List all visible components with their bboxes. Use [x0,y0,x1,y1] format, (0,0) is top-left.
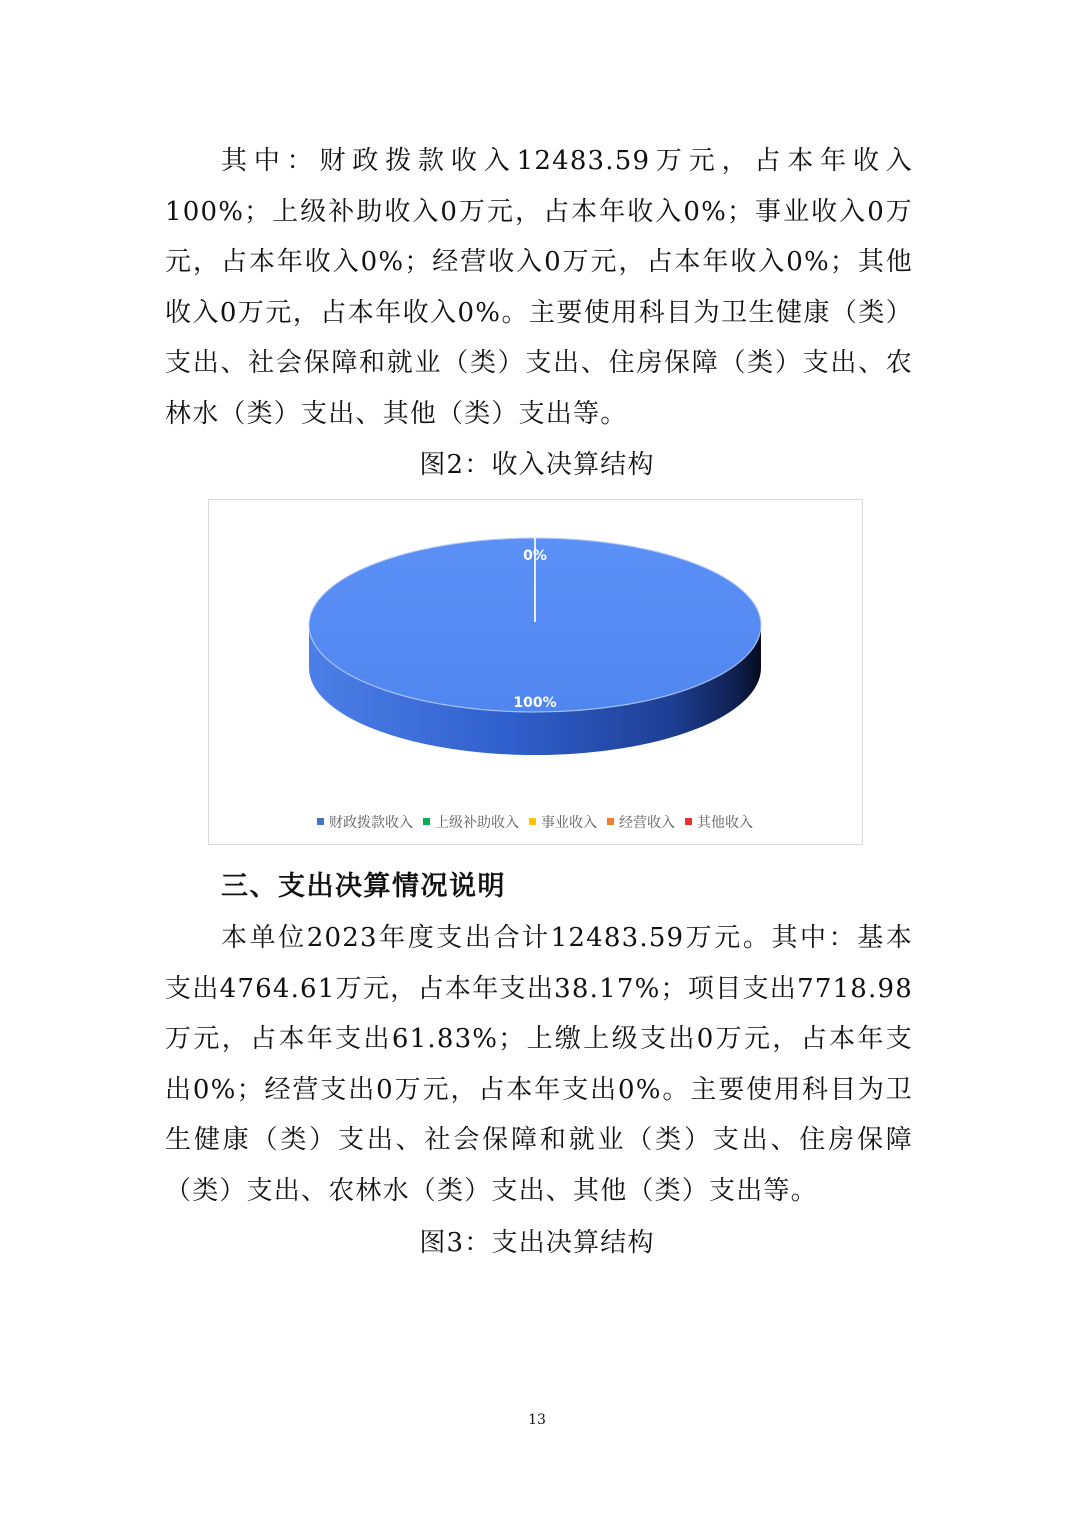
legend-label: 经营收入 [619,815,675,831]
legend-label: 事业收入 [541,815,597,831]
legend-swatch [317,818,324,825]
figure-3-caption: 图3：支出决算结构 [419,1228,655,1258]
data-label-财政拨款收入: 100% [513,695,557,711]
legend-swatch [607,818,614,825]
legend-label: 财政拨款收入 [329,815,413,831]
expenditure-paragraph: 本单位2023年度支出合计12483.59万元。其中：基本支出4764.61万元，占本年支出38.17%；项目支出7718.98万元，占本年支出61.83%；上缴上级支出0万元，占本年支出0%；经营支出0万元，占本年支出0%。主要使用科目为卫生健康（类）支出、社会保障和就业（类）支出、住房保障（类）支出、农林水（类）支出、其他（类）支出等。 [165,923,913,1206]
legend-item [607,812,675,832]
page-number: 13 [528,1412,546,1428]
legend-item [685,812,753,832]
legend-item [529,812,597,832]
pie-chart-svg [209,500,861,843]
section-heading: 三、支出决算情况说明 [221,871,506,902]
legend-swatch [423,818,430,825]
legend-swatch [529,818,536,825]
legend-label: 其他收入 [697,815,753,831]
legend-item [423,812,519,832]
income-structure-chart [208,499,863,845]
legend-swatch [685,818,692,825]
data-label-zero-slices: 0% [523,548,547,564]
chart-legend [209,812,861,832]
legend-label: 上级补助收入 [435,815,519,831]
figure-2-caption: 图2：收入决算结构 [419,450,655,480]
income-paragraph: 其中：财政拨款收入12483.59万元，占本年收入100%；上级补助收入0万元，占本年收入0%；事业收入0万元，占本年收入0%；经营收入0万元，占本年收入0%；其他收入0万元，占本年收入0%。主要使用科目为卫生健康（类）支出、社会保障和就业（类）支出、住房保障（类）支出、农林水（类）支出、其他（类）支出等。 [165,146,913,429]
legend-item [317,812,413,832]
